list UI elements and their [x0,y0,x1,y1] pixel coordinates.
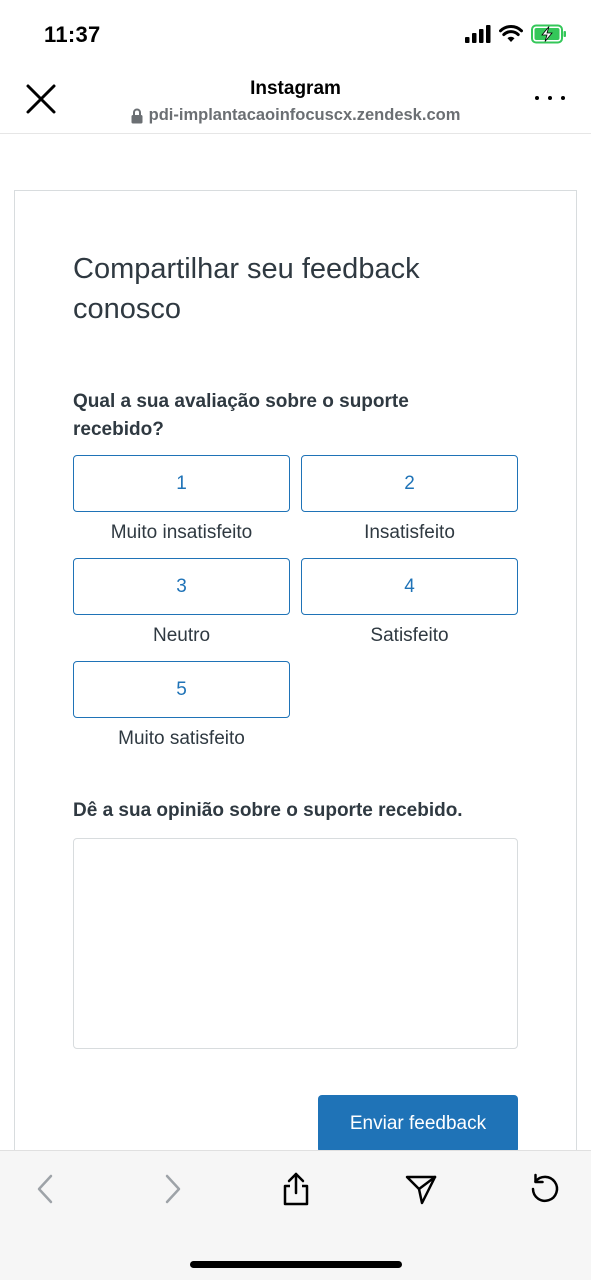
wifi-icon [499,25,523,43]
share-icon [280,1171,312,1207]
battery-charging-icon [531,24,567,44]
browser-header [0,66,591,134]
comment-textarea[interactable] [73,838,518,1049]
lock-icon [131,108,143,124]
rating-button-5[interactable]: 5 [73,661,290,718]
rating-option-3 [73,558,290,647]
rating-label-5: Muito satisfeito [118,728,245,749]
submit-feedback-button[interactable]: Enviar feedback [318,1095,518,1153]
comment-question: Dê a sua opinião sobre o suporte recebido. [73,800,463,821]
form-title: Compartilhar seu feedback conosco [73,253,420,325]
rating-option-1 [73,455,290,544]
more-options-button[interactable] [535,88,565,108]
rating-button-4[interactable]: 4 [301,558,518,615]
back-button[interactable] [26,1169,66,1209]
rating-label-1: Muito insatisfeito [110,522,253,543]
share-button[interactable] [276,1169,316,1209]
send-icon [404,1172,438,1206]
forward-icon [160,1173,184,1205]
cellular-signal-icon [465,25,491,43]
status-icons [465,24,567,44]
rating-button-3[interactable]: 3 [73,558,290,615]
more-icon [535,96,539,100]
forward-button[interactable] [152,1169,192,1209]
refresh-icon [528,1172,562,1206]
status-time: 11:37 [44,22,101,47]
back-icon [34,1173,58,1205]
status-bar [0,0,591,66]
rating-label-2: Insatisfeito [364,522,455,543]
page-title: Instagram [250,78,341,99]
bottom-toolbar [0,1150,591,1280]
url-display[interactable] [0,106,591,125]
rating-button-1[interactable]: 1 [73,455,290,512]
feedback-card [14,190,577,1190]
rating-option-5 [73,661,290,750]
rating-button-2[interactable]: 2 [301,455,518,512]
rating-option-2 [301,455,518,544]
rating-label-4: Satisfeito [370,625,449,646]
home-indicator[interactable] [190,1261,402,1268]
rating-label-3: Neutro [152,625,211,646]
send-button[interactable] [401,1169,441,1209]
rating-option-4 [301,558,518,647]
refresh-button[interactable] [525,1169,565,1209]
url-text: pdi-implantacaoinfocuscx.zendesk.com [148,106,461,124]
rating-question: Qual a sua avaliação sobre o suporte recebido? [73,391,409,440]
